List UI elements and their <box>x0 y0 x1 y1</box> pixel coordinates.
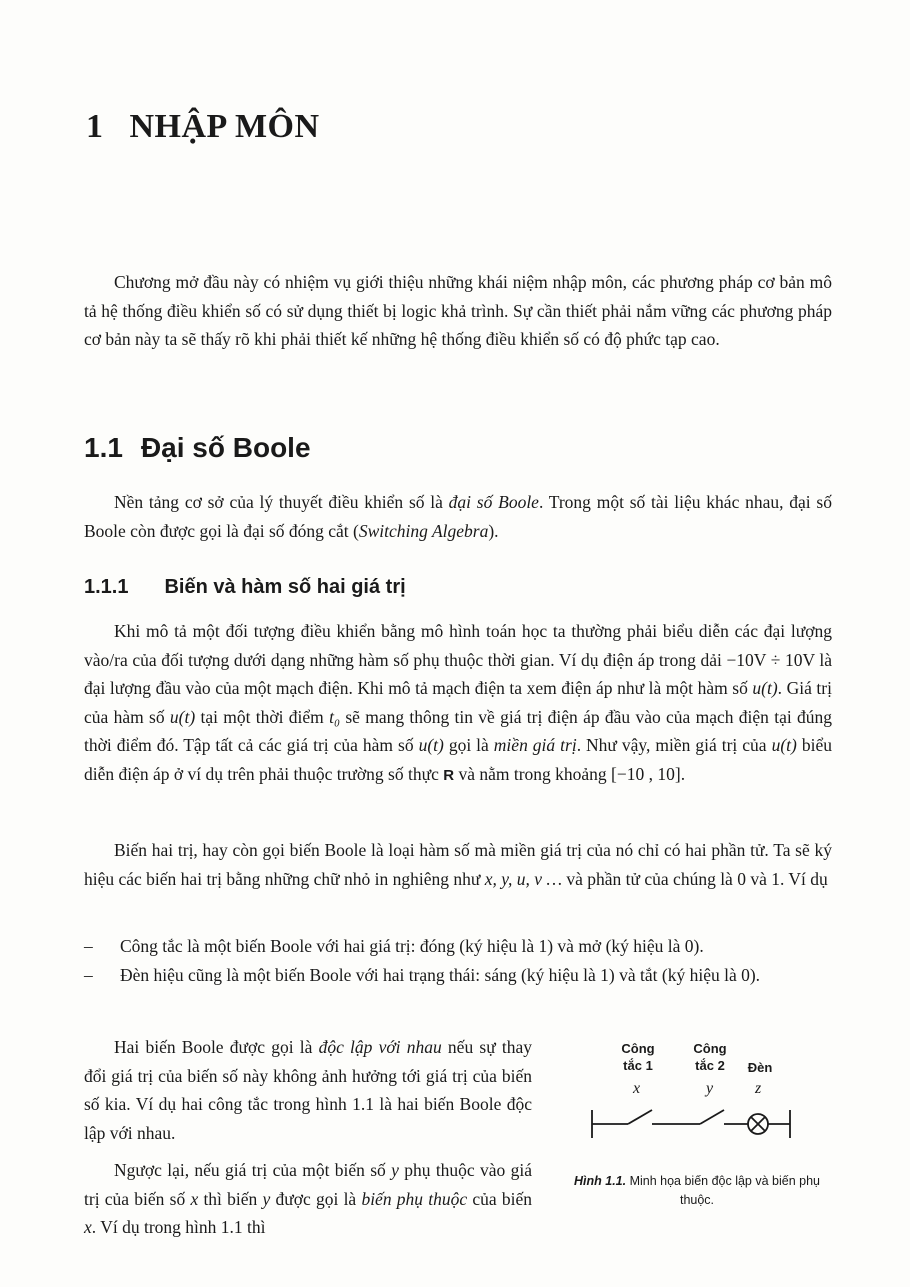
term-switching-algebra: Switching Algebra <box>358 520 489 541</box>
term-bien-phu-thuoc: biến phụ thuộc <box>361 1188 468 1209</box>
paragraph-dependent <box>84 1156 532 1242</box>
chapter-title-text: NHẬP MÔN <box>129 108 320 145</box>
lamp-label: Đèn <box>747 1060 773 1075</box>
math-variables: x, y, u, v … <box>484 868 563 889</box>
math-real-numbers: R <box>443 766 455 784</box>
list-dash: – <box>84 964 93 985</box>
text-run: gọi là <box>443 735 494 755</box>
math-t0: t₀ <box>329 706 341 727</box>
text-run: . Như vậy, miền giá trị của <box>576 735 772 755</box>
var-y: y <box>706 1080 714 1097</box>
text-run: biểu diễn điện áp ở ví dụ trên phải thuộc trường số thực <box>84 735 832 784</box>
section-paragraph <box>84 488 832 545</box>
text-run: Nền tảng cơ sở của lý thuyết điều khiển số là <box>114 492 449 512</box>
subsection-title: Biến và hàm số hai giá trị <box>164 576 406 598</box>
label-line: Công <box>693 1041 727 1056</box>
text-run: được gọi là <box>270 1188 362 1209</box>
text-run: sẽ mang thông tin về giá trị điện áp đầu vào của mạch điện tại đúng thời điểm đó. Tập tất cả các giá trị của hàm số <box>84 706 832 755</box>
text-run: thì biến <box>198 1188 263 1209</box>
term-dai-so-boole: đại số Boole <box>448 492 539 512</box>
math-u-t: u(t) <box>418 735 444 755</box>
text-run: Ngược lại, nếu giá trị của một biến số <box>114 1160 392 1180</box>
chapter-number: 1 <box>86 108 104 145</box>
math-u-t: u(t) <box>752 678 778 698</box>
text-run: phụ thuộc vào giá trị của biến số <box>84 1160 532 1209</box>
section-title: Đại số Boole <box>140 432 311 463</box>
section-number: 1.1 <box>84 432 123 463</box>
text-run: Khi mô tả một đối tượng điều khiển bằng mô hình toán học ta thường phải biểu diễn các đại lượng vào/ra của đối tượng dưới dạng những hàm số phụ thuộc thời gian. Ví dụ điện áp trong dải −10V ÷ 10V là đại lượng đầu vào của một mạch điện. Khi mô tả mạch điện ta xem điện áp như là một hàm số <box>84 621 832 698</box>
text-run: tại một thời điểm <box>195 706 330 727</box>
list-item <box>84 932 834 961</box>
math-y: y <box>391 1160 399 1180</box>
circuit-diagram <box>572 1102 822 1162</box>
math-u-t: u(t) <box>169 706 196 727</box>
paragraph-functions <box>84 617 832 790</box>
switch2-label <box>682 1040 738 1074</box>
label-line: Công <box>621 1041 655 1056</box>
text-run: Hai biến Boole được gọi là <box>114 1037 319 1057</box>
switch2-icon <box>700 1110 724 1124</box>
term-doc-lap: độc lập với nhau <box>318 1037 442 1057</box>
switch1-label <box>610 1040 666 1074</box>
intro-paragraph: Chương mở đầu này có nhiệm vụ giới thiệu những khái niệm nhập môn, các phương pháp cơ bản mô tả hệ thống điều khiển số có sử dụng thiết bị logic khả trình. Sự cần thiết phải nắm vững các phương pháp cơ bản này ta sẽ thấy rõ khi phải thiết kế những hệ thống điều khiển số có độ phức tạp cao. <box>84 272 832 349</box>
subsection-number: 1.1.1 <box>84 576 129 598</box>
text-run: Biến hai trị, hay còn gọi biến Boole là loại hàm số mà miền giá trị của nó chỉ có hai phần tử. Ta sẽ ký hiệu các biến hai trị bằng những chữ nhỏ in nghiêng như <box>84 840 832 889</box>
math-u-t: u(t) <box>771 735 797 755</box>
list-item-text: Công tắc là một biến Boole với hai giá trị: đóng (ký hiệu là 1) và mở (ký hiệu là 0). <box>120 936 704 956</box>
paragraph-independent <box>84 1033 532 1147</box>
label-line: tắc 2 <box>695 1058 725 1073</box>
section-heading <box>84 432 311 464</box>
text-run: nếu sự thay đổi giá trị của biến số này không ảnh hưởng tới giá trị của biến số kia. Ví dụ hai công tắc trong hình 1.1 là hai biến Boole độc lập với nhau. <box>84 1037 533 1143</box>
label-line: tắc 1 <box>623 1058 653 1073</box>
example-list <box>84 932 834 989</box>
figure-caption <box>572 1172 822 1210</box>
text-run: . Giá trị của hàm số <box>84 678 832 727</box>
list-item <box>84 961 834 990</box>
caption-label: Hình 1.1. <box>574 1174 627 1188</box>
text-run: ). <box>488 520 499 541</box>
var-z: z <box>755 1080 762 1097</box>
chapter-title <box>86 108 320 146</box>
term-mien-gia-tri: miền giá trị <box>493 735 577 755</box>
math-x: x <box>84 1217 92 1237</box>
text-run: . Ví dụ trong hình 1.1 thì <box>91 1217 266 1237</box>
text-run: của biến <box>467 1188 533 1209</box>
math-x: x <box>190 1188 199 1209</box>
figure-1-1 <box>572 1036 822 1216</box>
text-run: . Trong một số tài liệu khác nhau, đại số Boole còn được gọi là đại số đóng cắt ( <box>84 492 832 541</box>
subsection-heading <box>84 576 406 599</box>
switch1-icon <box>628 1110 652 1124</box>
text-run: và nằm trong khoảng [−10 , 10]. <box>454 763 686 784</box>
paragraph-boolean-variables <box>84 836 832 893</box>
var-x: x <box>633 1080 641 1097</box>
list-dash: – <box>84 936 93 956</box>
list-item-text: Đèn hiệu cũng là một biến Boole với hai trạng thái: sáng (ký hiệu là 1) và tắt (ký hiệu là 0). <box>120 964 761 985</box>
math-y: y <box>262 1188 271 1209</box>
caption-text: Minh họa biến độc lập và biến phụ thuộc. <box>626 1174 820 1207</box>
text-run: và phần tử của chúng là 0 và 1. Ví dụ <box>562 868 828 889</box>
